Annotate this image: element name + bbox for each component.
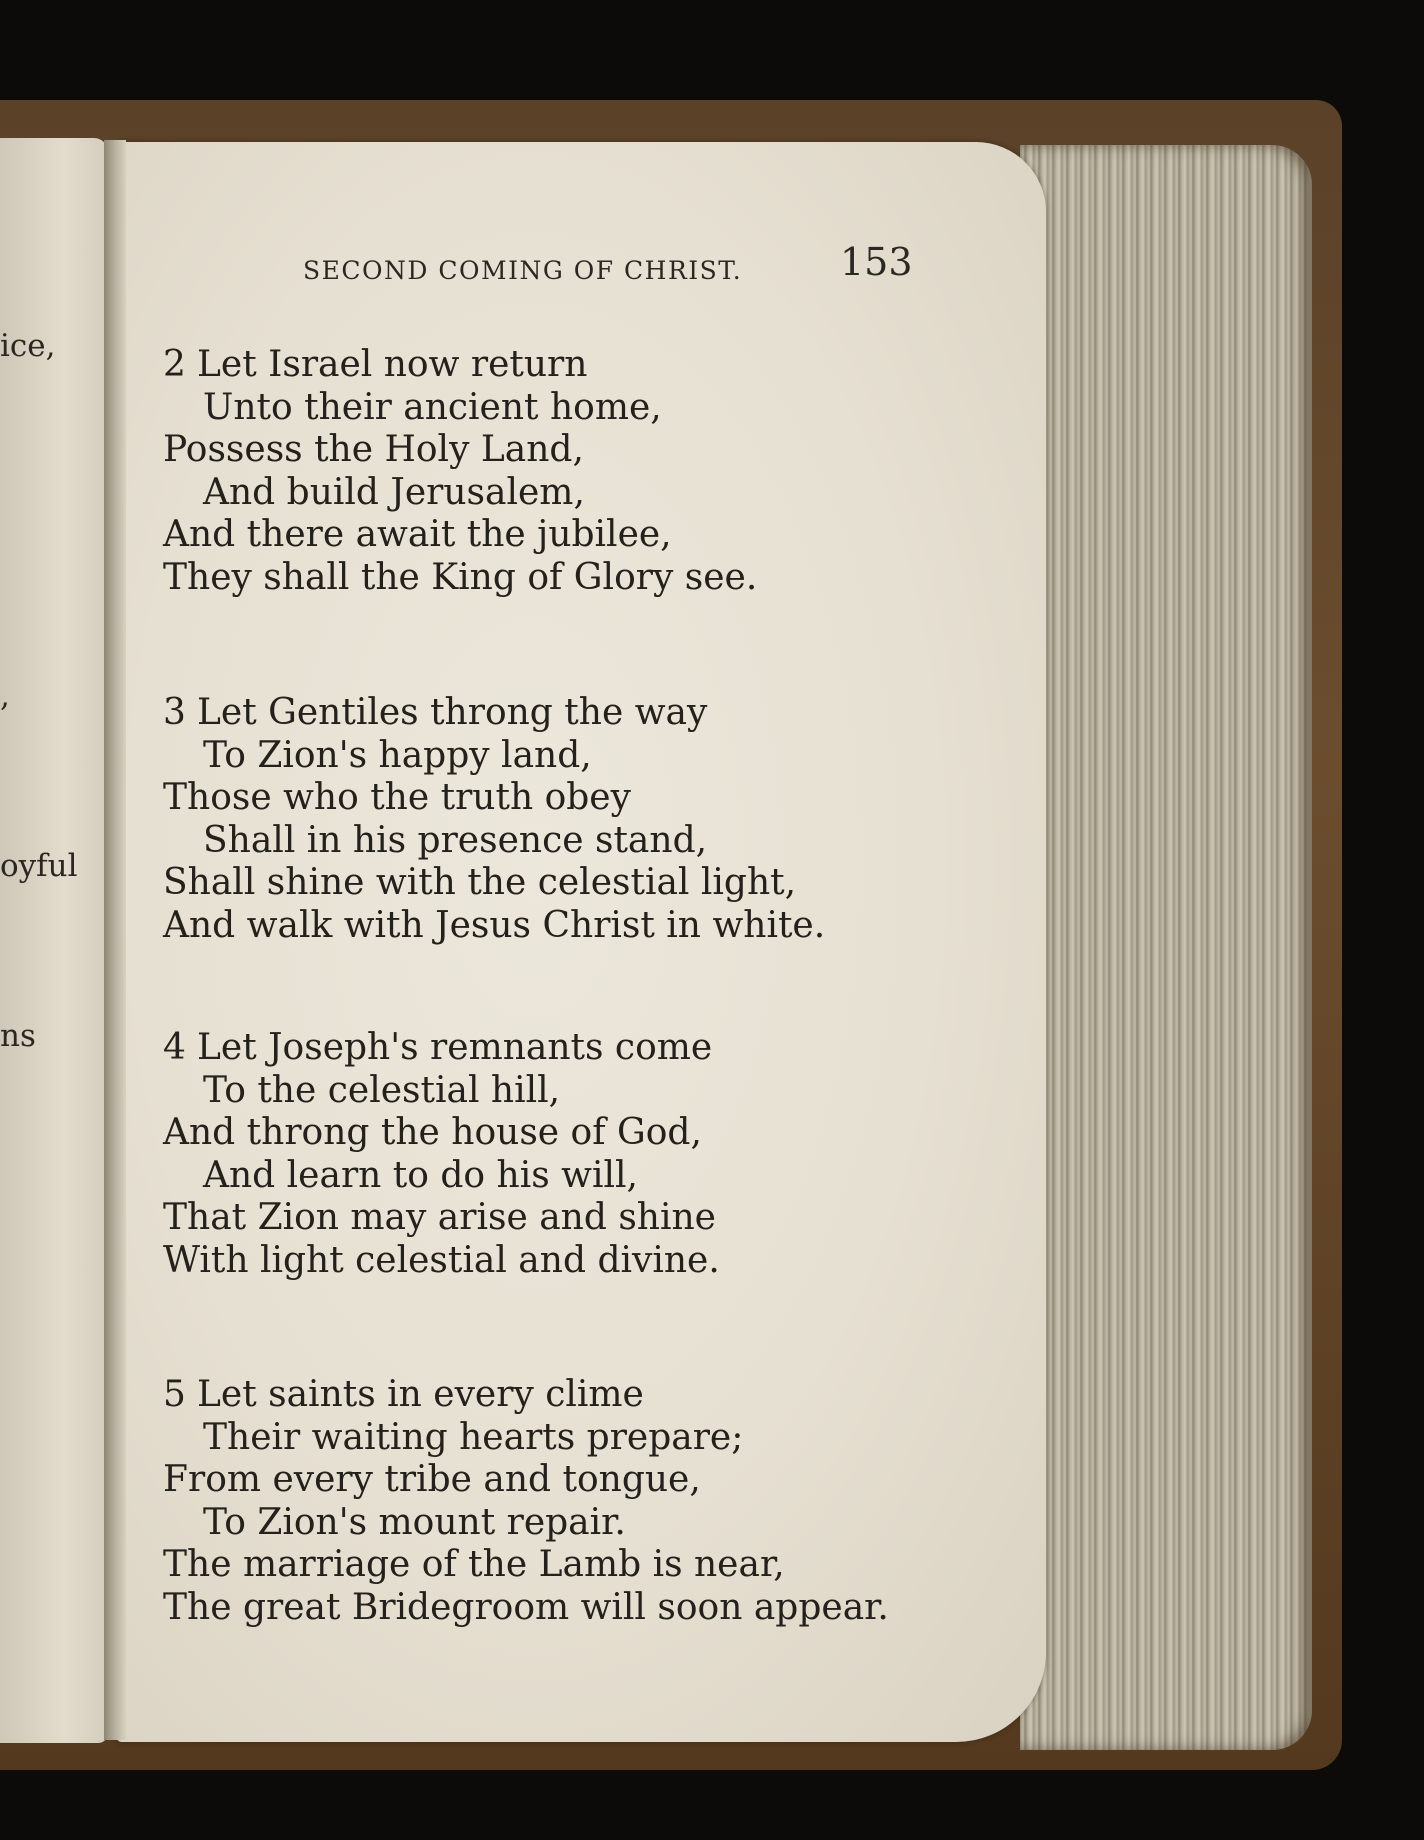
stanza-line: Shall shine with the celestial light, <box>163 862 797 903</box>
stanza-line: With light celestial and divine. <box>163 1239 720 1281</box>
stanza-line: The marriage of the Lamb is near, <box>163 1544 785 1585</box>
stanza-line: 5 Let saints in every clime <box>163 1374 644 1415</box>
left-page-fragment: ns <box>0 1018 36 1054</box>
stanza-4 <box>163 1027 720 1282</box>
stanza-line: And learn to do his will, <box>203 1154 638 1196</box>
left-page-fragment: , <box>0 678 10 714</box>
stanza-line: Shall in his presence stand, <box>203 819 708 861</box>
stanza-3 <box>163 692 825 947</box>
left-page-fragment: oyful <box>0 848 78 884</box>
stanza-line: And walk with Jesus Christ in white. <box>163 904 826 946</box>
left-page <box>0 138 108 1743</box>
stanza-line: Those who the truth obey <box>163 777 631 818</box>
stanza-line: 2 Let Israel now return <box>163 344 588 385</box>
stanza-line: And build Jerusalem, <box>203 471 585 513</box>
stanza-line: They shall the King of Glory see. <box>163 556 758 598</box>
stanza-line: And there await the jubilee, <box>163 514 672 555</box>
stanza-line: And throng the house of God, <box>163 1112 702 1153</box>
stanza-line: That Zion may arise and shine <box>163 1197 716 1238</box>
left-page-fragment: ice, <box>0 328 56 364</box>
book-gutter <box>104 140 126 1740</box>
stanza-number: 4 <box>163 1027 186 1068</box>
stanza-line: Unto their ancient home, <box>203 386 662 428</box>
stanza-line: To Zion's happy land, <box>203 734 592 776</box>
stanza-line: To the celestial hill, <box>203 1069 561 1111</box>
stanza-line: From every tribe and tongue, <box>163 1459 701 1500</box>
stanza-line: 3 Let Gentiles throng the way <box>163 692 708 733</box>
stanza-line: The great Bridegroom will soon appear. <box>163 1586 889 1628</box>
stanza-line: Possess the Holy Land, <box>163 429 584 470</box>
stanza-2 <box>163 344 757 599</box>
running-head: SECOND COMING OF CHRIST. <box>303 256 743 285</box>
stanza-line: 4 Let Joseph's remnants come <box>163 1027 713 1068</box>
page-edges <box>1020 145 1312 1750</box>
stanza-number: 3 <box>163 692 186 733</box>
stanza-line: To Zion's mount repair. <box>203 1501 626 1543</box>
page-number: 153 <box>840 240 913 284</box>
stanza-number: 2 <box>163 344 186 385</box>
stanza-number: 5 <box>163 1374 186 1415</box>
stanza-line: Their waiting hearts prepare; <box>203 1416 744 1458</box>
stanza-5 <box>163 1374 889 1629</box>
